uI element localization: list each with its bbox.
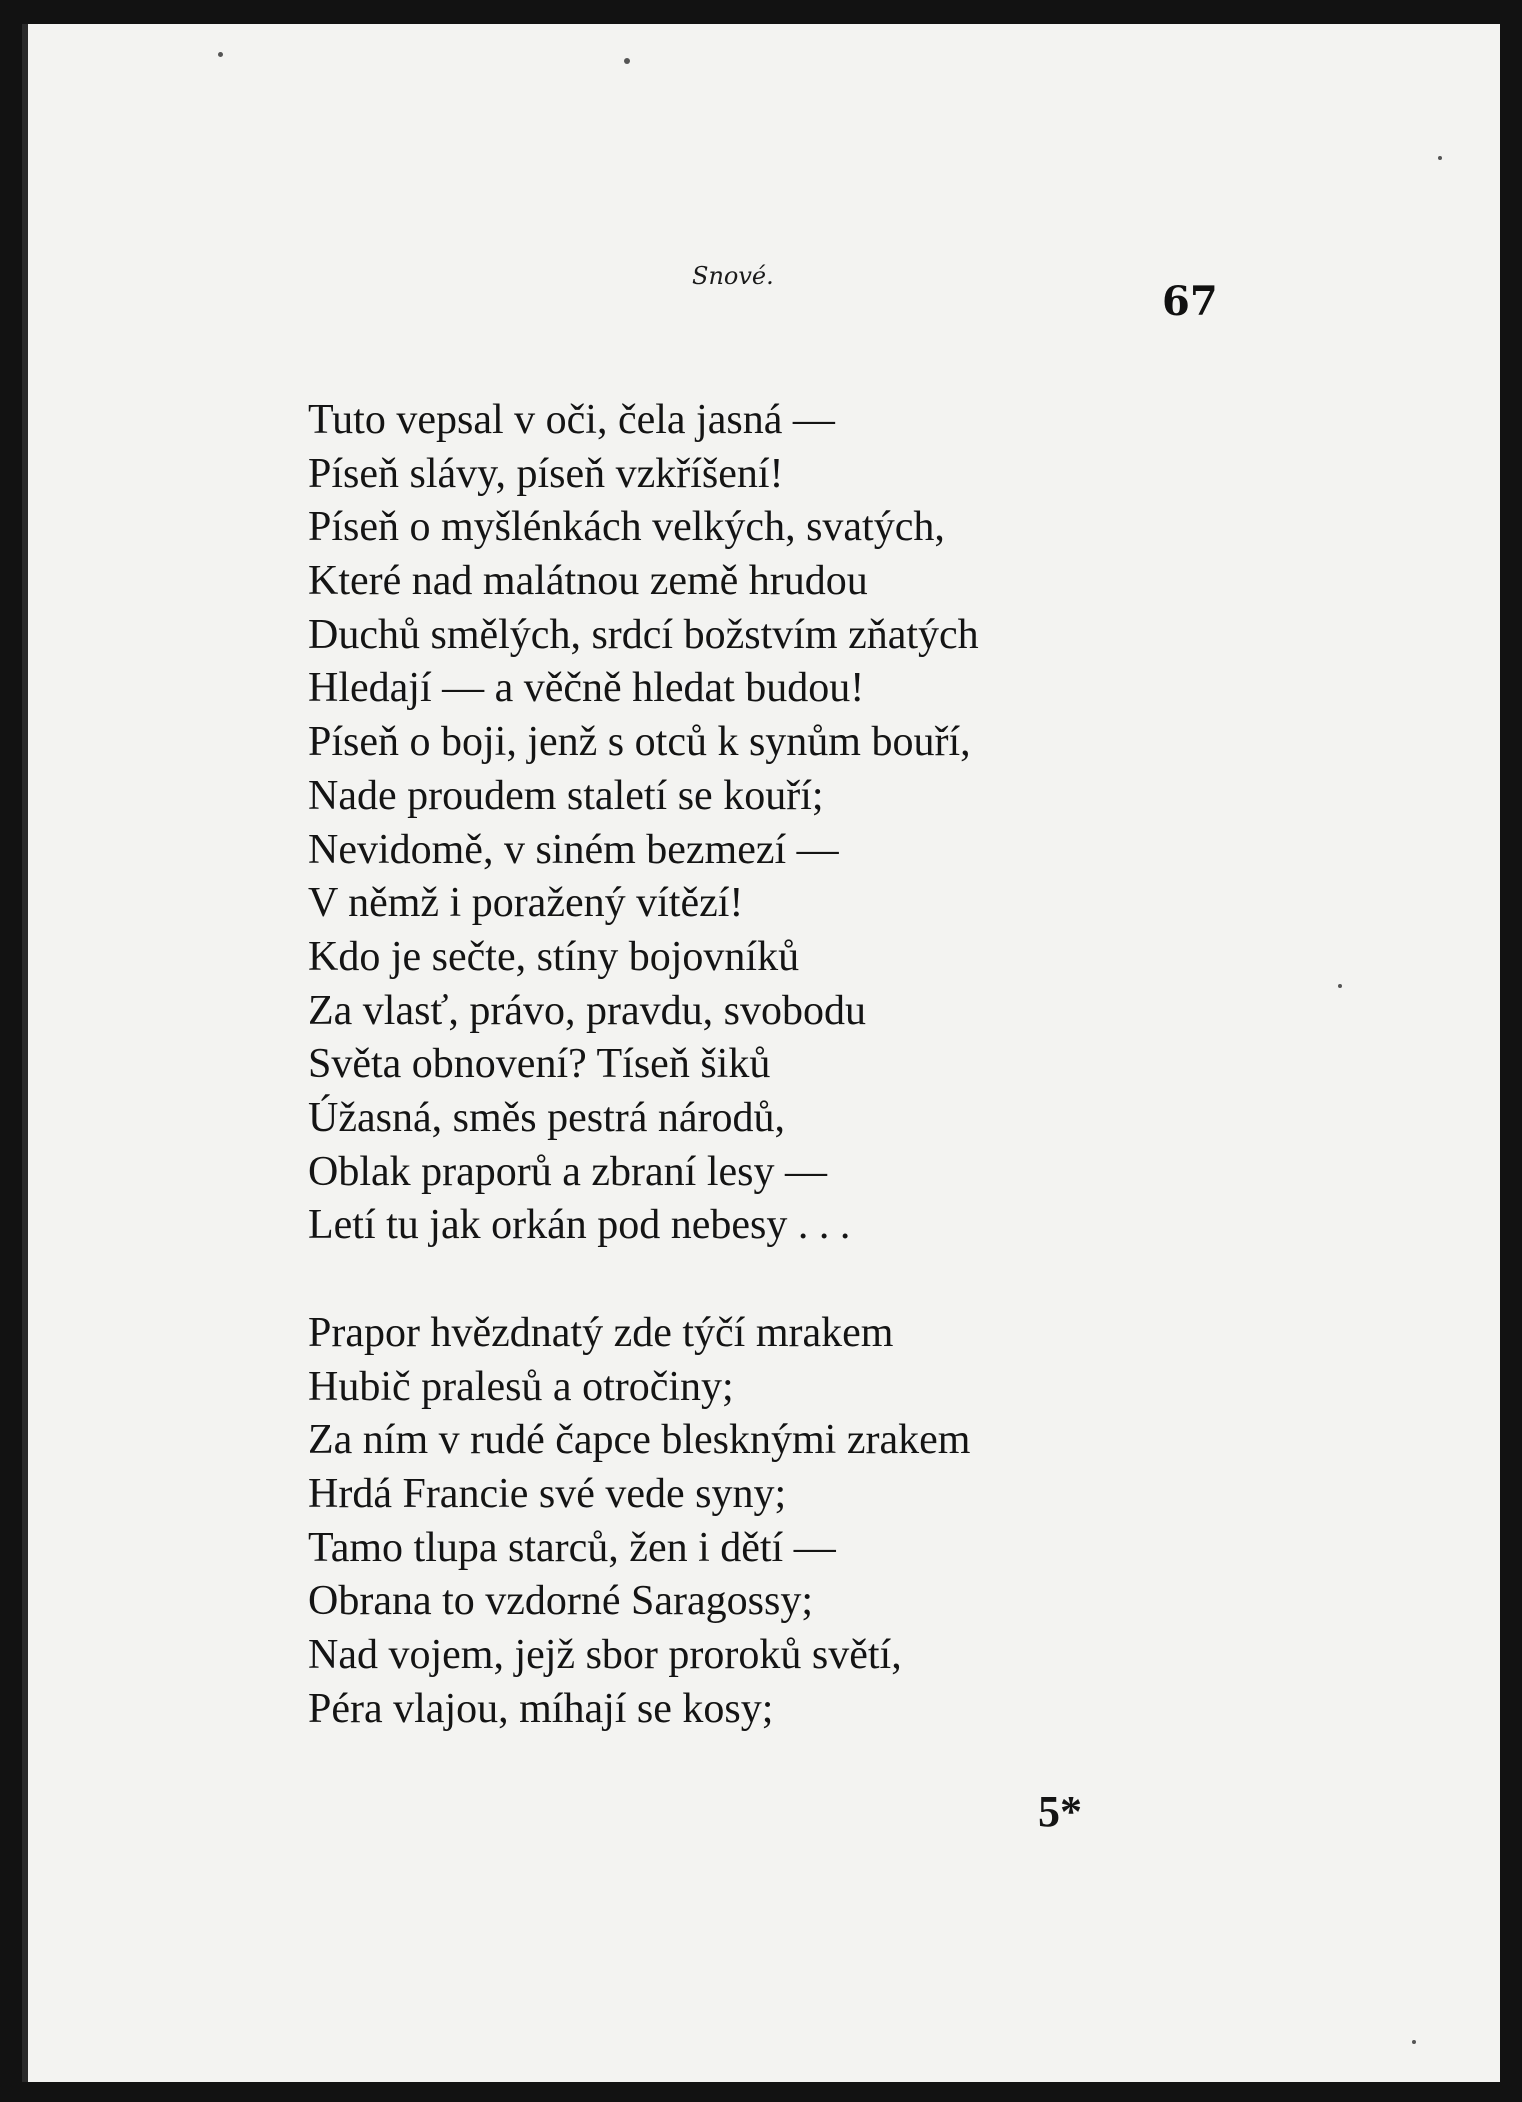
dust-speck xyxy=(1412,2040,1416,2044)
poem-body xyxy=(308,394,1318,1737)
poem-line: Za vlasť, právo, pravdu, svobodu xyxy=(308,987,866,1034)
poem-line: Péra vlajou, míhají se kosy; xyxy=(308,1685,774,1732)
poem-line: Tuto vepsal v oči, čela jasná — xyxy=(308,397,835,443)
poem-line: Kdo je sečte, stíny bojovníků xyxy=(308,933,800,980)
poem-line: Za ním v rudé čapce blesknými zrakem xyxy=(308,1417,971,1464)
poem-line: Píseň o boji, jenž s otců k synům bouří, xyxy=(308,719,971,766)
dust-speck xyxy=(1338,984,1342,988)
poem-line: Nade proudem staletí se kouří; xyxy=(308,772,824,819)
poem-line: Nad vojem, jejž sbor proroků světí, xyxy=(308,1632,902,1679)
stanza xyxy=(308,394,1318,1253)
poem-line: Které nad malátnou země hrudou xyxy=(308,558,868,605)
poem-line: Hubič pralesů a otročiny; xyxy=(308,1363,734,1410)
poem-line: Nevidomě, v siném bezmezí — xyxy=(308,826,839,873)
poem-line: Hledají — a věčně hledat budou! xyxy=(308,665,865,712)
poem-line: Světa obnovení? Tíseň šiků xyxy=(308,1041,771,1088)
stanza xyxy=(308,1307,1318,1737)
poem-line: Píseň slávy, píseň vzkříšení! xyxy=(308,450,784,497)
poem-line: Oblak praporů a zbraní lesy — xyxy=(308,1148,827,1195)
dust-speck xyxy=(218,52,223,57)
page-number: 67 xyxy=(1162,278,1218,325)
poem-line: Hrdá Francie své vede syny; xyxy=(308,1471,787,1518)
poem-line: Duchů smělých, srdcí božstvím zňatých xyxy=(308,611,979,658)
poem-line: Úžasná, směs pestrá národů, xyxy=(308,1094,786,1141)
dust-speck xyxy=(624,58,630,64)
poem-line: Píseň o myšlénkách velkých, svatých, xyxy=(308,504,945,551)
dust-speck xyxy=(1438,156,1442,160)
poem-line: Prapor hvězdnatý zde týčí mrakem xyxy=(308,1310,894,1356)
poem-line: V němž i poražený vítězí! xyxy=(308,880,744,927)
signature-mark: 5* xyxy=(1038,1787,1082,1836)
poem-line: Letí tu jak orkán pod nebesy . . . xyxy=(308,1202,851,1249)
running-title: Snové. xyxy=(692,262,774,290)
poem-line: Obrana to vzdorné Saragossy; xyxy=(308,1578,814,1625)
stanza-break xyxy=(308,1253,1318,1307)
poem-line: Tamo tlupa starců, žen i dětí — xyxy=(308,1524,836,1571)
